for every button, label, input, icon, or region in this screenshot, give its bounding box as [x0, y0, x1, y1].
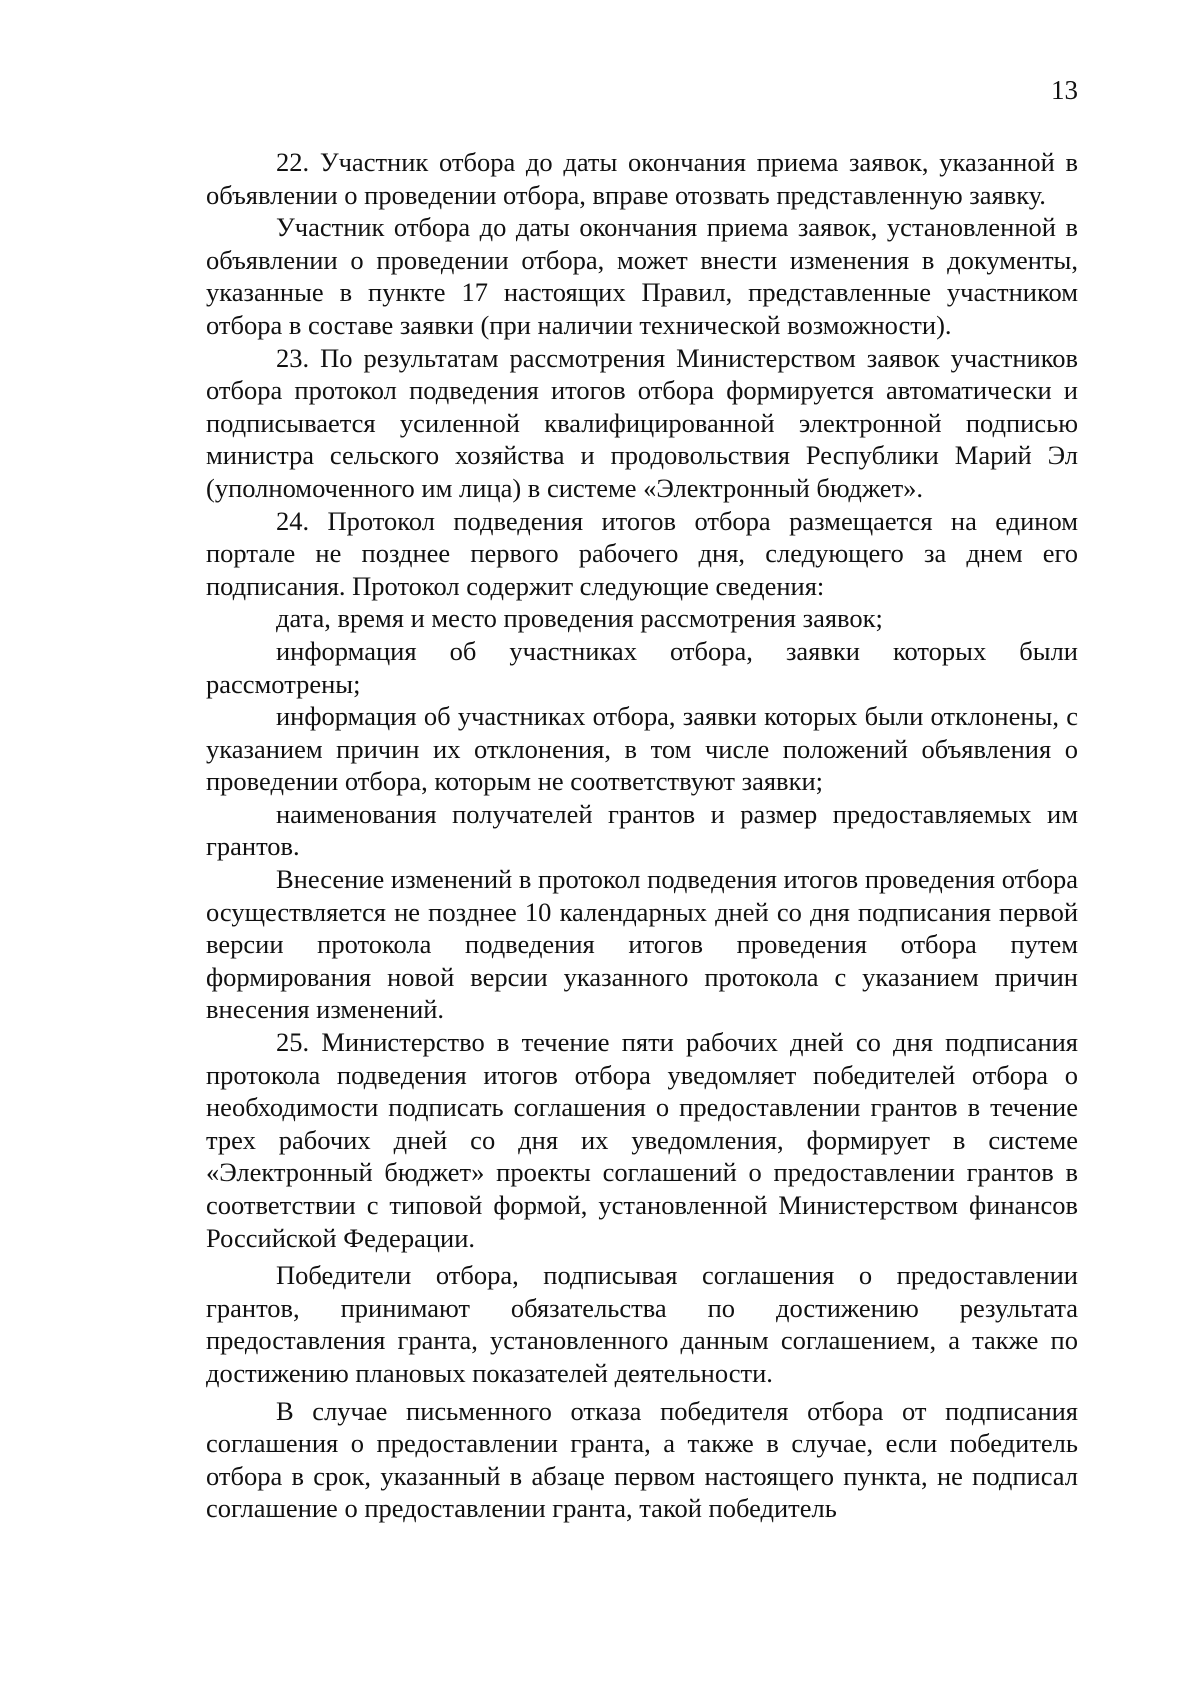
paragraph-25-refusal: В случае письменного отказа победителя отбора от подписания соглашения о предоставлении гранта, а также в случае, если победитель отбора в срок, указанный в абзаце первом настоящего пункта, не подписал соглашение о предоставлении гранта, такой победитель: [206, 1395, 1078, 1524]
page-number: 13: [1051, 75, 1078, 105]
paragraph-22: 22. Участник отбора до даты окончания приема заявок, указанной в объявлении о проведении отбора, вправе отозвать представленную заявку.: [206, 147, 1078, 210]
protocol-item-reviewed: информация об участниках отбора, заявки которых были рассмотрены;: [206, 635, 1078, 699]
paragraph-24-amendments: Внесение изменений в протокол подведения итогов проведения отбора осуществляется не позднее 10 календарных дней со дня подписания первой версии протокола подведения итогов проведения отбора путем формирования новой версии указанного протокола с указанием причин внесения изменений.: [206, 864, 1078, 1025]
paragraph-25: 25. Министерство в течение пяти рабочих дней со дня подписания протокола подведения итогов отбора уведомляет победителей отбора о необходимости подписать соглашения о предоставлении грантов в течение трех рабочих дней со дня их уведомления, формирует в системе «Электронный бюджет» проекты соглашений о предоставлении грантов в соответствии с типовой формой, установленной Министерством финансов Российской Федерации.: [206, 1027, 1078, 1253]
protocol-item-date: дата, время и место проведения рассмотрения заявок;: [276, 603, 883, 634]
document-body: [206, 146, 1078, 1525]
paragraph-22-amendments: Участник отбора до даты окончания приема заявок, установленной в объявлении о проведении отбора, может внести изменения в документы, указанные в пункте 17 настоящих Правил, представленные участником отбора в составе заявки (при наличии технической возможности).: [206, 212, 1078, 340]
protocol-item-rejected: информация об участниках отбора, заявки которых были отклонены, с указанием причин их отклонения, в том числе положений объявления о проведении отбора, которым не соответствуют заявки;: [206, 701, 1078, 797]
paragraph-25-obligations: Победители отбора, подписывая соглашения о предоставлении грантов, принимают обязательства по достижению результата предоставления гранта, установленного данным соглашением, а также по достижению плановых показателей деятельности.: [206, 1260, 1078, 1388]
protocol-item-recipients: наименования получателей грантов и размер предоставляемых им грантов.: [206, 798, 1078, 862]
paragraph-24: 24. Протокол подведения итогов отбора размещается на едином портале не позднее первого рабочего дня, следующего за днем его подписания. Протокол содержит следующие сведения:: [206, 505, 1078, 601]
paragraph-23: 23. По результатам рассмотрения Министерством заявок участников отбора протокол подведения итогов отбора формируется автоматически и подписывается усиленной квалифицированной электронной подписью министра сельского хозяйства и продовольствия Республики Марий Эл (уполномоченного им лица) в системе «Электронный бюджет».: [206, 342, 1078, 503]
